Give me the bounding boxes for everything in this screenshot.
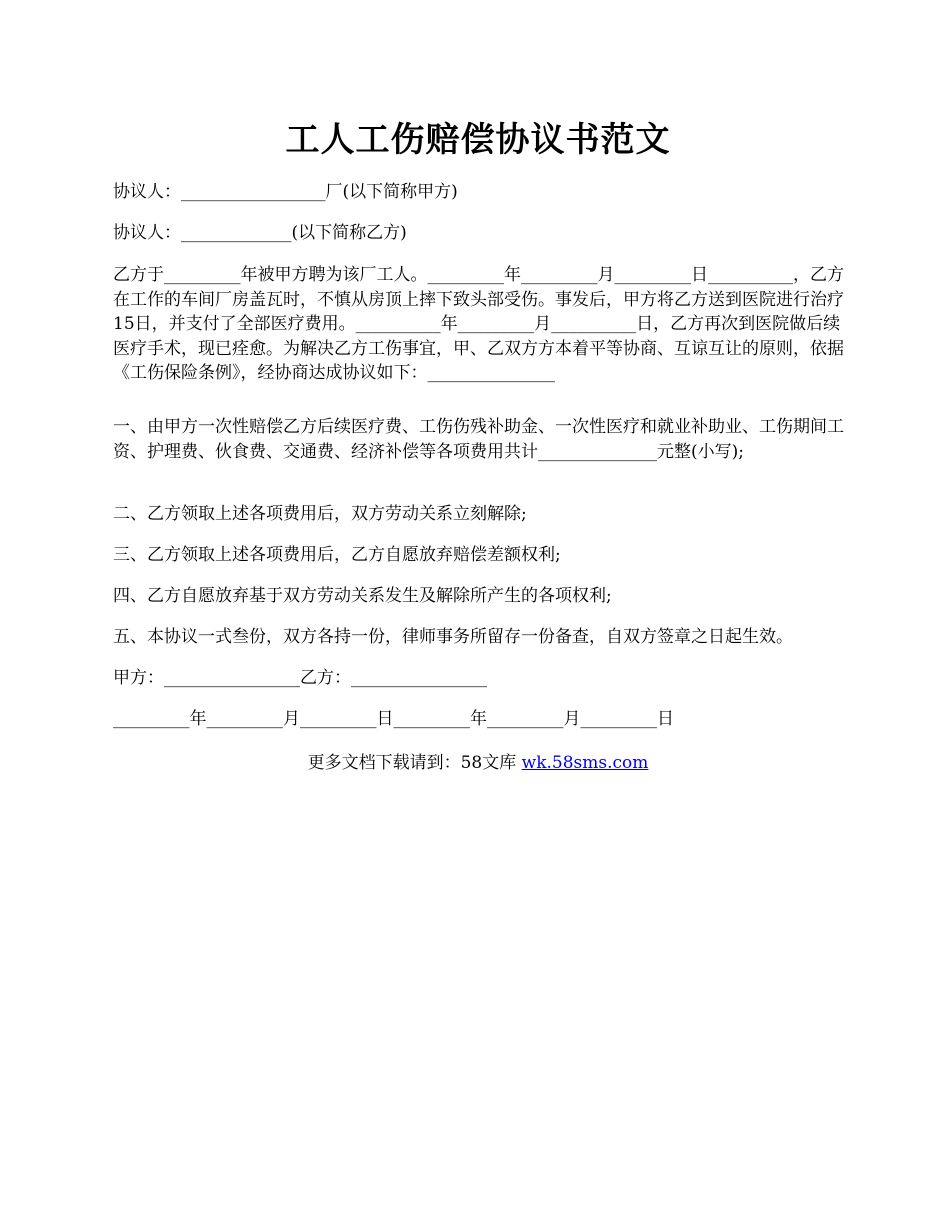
clause-2: 二、乙方领取上述各项费用后，双方劳动关系立刻解除;: [113, 504, 527, 524]
party-line-2: 协议人：_____________(以下简称乙方): [113, 223, 407, 243]
party-line-1: 协议人：_________________厂(以下简称甲方): [113, 182, 458, 202]
footer-text: 更多文档下载请到：58文库: [307, 753, 522, 773]
intro-paragraph: 乙方于_________年被甲方聘为该厂工人。_________年_________月_________日__________，乙方在工作的车间厂房盖瓦时，不慎从房顶上摔下致头部受伤。事发后，甲方将乙方送到医院进行治疗15日，并支付了全部医疗费用。__________年_________月__________日，乙方再次到医院做后续医疗手术，现已痊愈。为解决乙方工伤事宜，甲、乙双方方本着平等协商、互谅互让的原则，依据《工伤保险条例》，经协商达成协议如下：_______________: [113, 265, 844, 383]
footer-link[interactable]: wk.58sms.com: [521, 753, 649, 773]
date-line: _________年_________月_________日_________年_________月_________日: [113, 709, 674, 729]
signature-line: 甲方：________________乙方：________________: [113, 668, 487, 688]
clause-5: 五、本协议一式叁份，双方各持一份，律师事务所留存一份备查，自双方签章之日起生效。: [113, 627, 793, 647]
clause-3: 三、乙方领取上述各项费用后，乙方自愿放弃赔偿差额权利;: [113, 545, 561, 565]
page-title: 工人工伤赔偿协议书范文: [285, 120, 671, 160]
clause-1: 一、由甲方一次性赔偿乙方后续医疗费、工伤伤残补助金、一次性医疗和就业补助业、工伤期间工资、护理费、伙食费、交通费、经济补偿等各项费用共计______________元整(小写);: [113, 417, 844, 462]
clause-4: 四、乙方自愿放弃基于双方劳动关系发生及解除所产生的各项权利;: [113, 586, 612, 606]
footer: [113, 748, 843, 773]
